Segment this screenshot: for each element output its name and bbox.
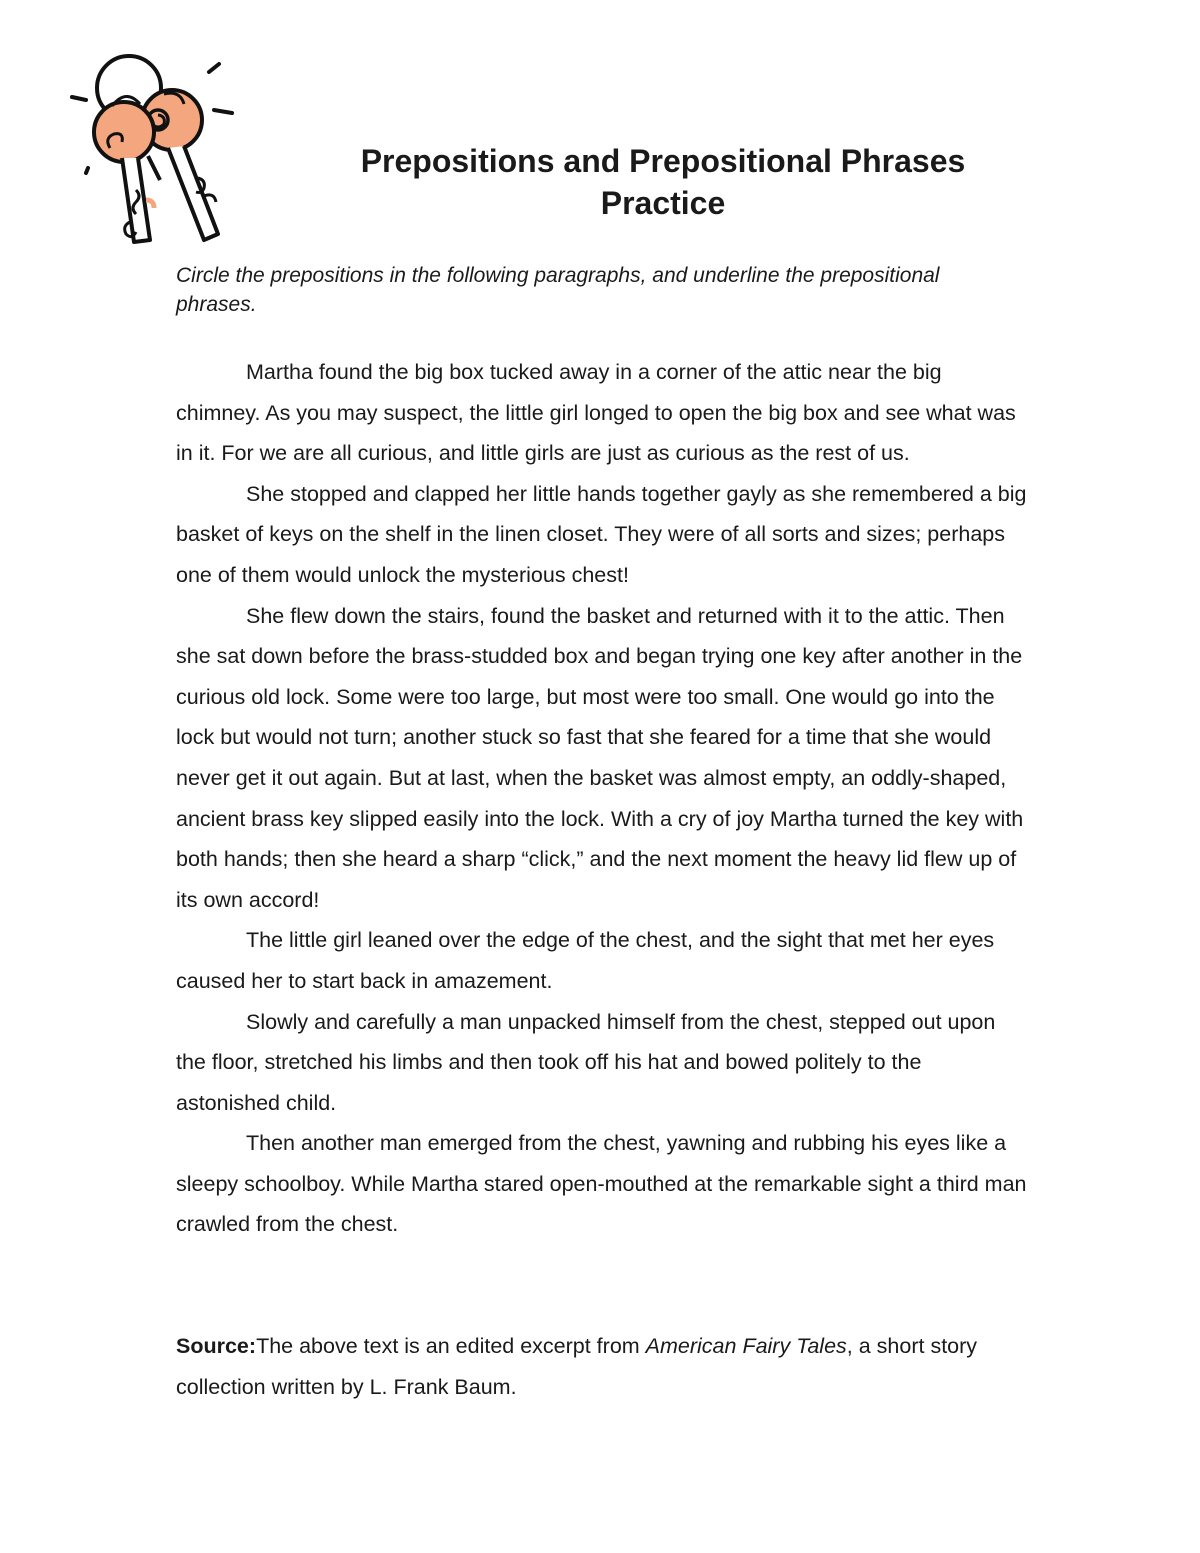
title-line-1: Prepositions and Prepositional Phrases xyxy=(360,143,966,179)
keys-icon xyxy=(64,50,244,260)
paragraph-2: She stopped and clapped her little hands together gayly as she remembered a big basket of keys on the shelf in the linen closet. They were of all sorts and sizes; perhaps one of them would unlock the mysterious chest! xyxy=(176,481,1027,587)
instructions: Circle the prepositions in the following paragraphs, and underline the prepositional phrases. xyxy=(176,264,940,316)
page-title xyxy=(300,140,1026,224)
keys-clipart xyxy=(64,50,244,260)
paragraph-6: Then another man emerged from the chest, yawning and rubbing his eyes like a sleepy schoolboy. While Martha stared open-mouthed at the remarkable sight a third man crawled from the chest. xyxy=(176,1131,1027,1237)
source-label: Source: xyxy=(176,1334,257,1358)
paragraph-3: She flew down the stairs, found the basket and returned with it to the attic. Then she sat down before the brass-studded box and began trying one key after another in the curious old lock. Some were too large, but most were too small. One would go into the lock but would not turn; another stuck so fast that she feared for a time that she would never get it out again. But at last, when the basket was almost empty, an oddly-shaped, ancient brass key slipped easily into the lock. With a cry of joy Martha turned the key with both hands; then she heard a sharp “click,” and the next moment the heavy lid flew up of its own accord! xyxy=(176,603,1024,912)
paragraph-4: The little girl leaned over the edge of the chest, and the sight that met her eyes caused her to start back in amazement. xyxy=(176,928,995,993)
source-citation xyxy=(176,1326,1028,1407)
paragraph-1: Martha found the big box tucked away in a corner of the attic near the big chimney. As you may suspect, the little girl longed to open the big box and see what was in it. For we are all curious, and little girls are just as curious as the rest of us. xyxy=(176,360,1016,466)
story-text xyxy=(176,352,1028,1245)
source-book-title: American Fairy Tales xyxy=(645,1334,847,1358)
paragraph-5: Slowly and carefully a man unpacked himself from the chest, stepped out upon the floor, stretched his limbs and then took off his hat and bowed politely to the astonished child. xyxy=(176,1009,996,1115)
source-text-before: The above text is an edited excerpt from xyxy=(256,1334,646,1358)
title-line-2: Practice xyxy=(600,185,726,221)
source-text-after: , a short story collection written by L. Frank Baum. xyxy=(176,1334,978,1399)
